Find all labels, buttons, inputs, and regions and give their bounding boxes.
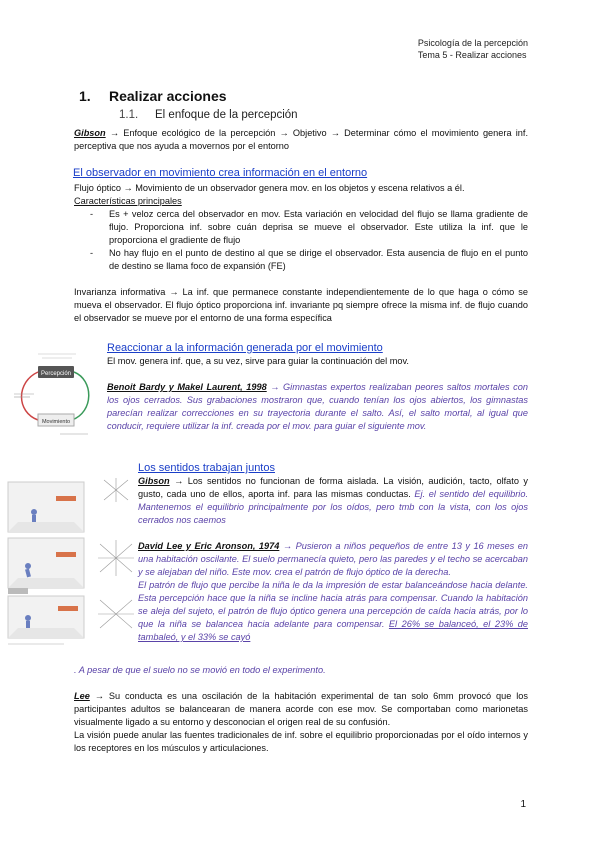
bardy-laurent-text: → Gimnastas expertos realizaban peores saltos mortales con los ojos cerrados. Sus grabaciones mostraron que, cuando tenían los ojos abiertos, los gimnastas parecían realizar correcciones en su trayectoria durante el salto. Así, el salto mortal, al igual que conducir, requiere utilizar la inf. creada por el mov. para guiar el siguiente mov. (107, 382, 528, 431)
header-topic: Tema 5 - Realizar acciones (417, 50, 527, 60)
running-header (418, 37, 528, 61)
senses-section (138, 462, 528, 644)
cycle-label-bottom: Movimiento (41, 419, 71, 425)
lee-paragraph (74, 690, 528, 729)
flow-pattern-text: El patrón de flujo que percibe la niña le da la impresión de estar balanceándose hacia delante. Esta percepción hace que la niña se incline hacia atrás para compensar. Cuando la habitación se aleja del sujeto, el patrón de flujo óptico genera una percepción de caída hacia atrás, por lo que la niña se balancea hacia adelante para compensar. (138, 580, 528, 629)
senses-gibson-text: → Los sentidos no funcionan de forma aislada. La visión, audición, tacto, olfato y gusto, cada uno de ellos, aporta inf. para las mismas conductas. (138, 476, 528, 499)
lee-section (74, 690, 528, 755)
subsection-number: 1.1. (119, 109, 139, 121)
cycle-diagram-icon (8, 350, 100, 440)
observer-heading: El observador en movimiento crea información en el entorno (73, 167, 368, 179)
page-number: 1 (520, 799, 526, 810)
senses-gibson-name: Gibson (138, 476, 170, 486)
cycle-label-top: Percepción (40, 371, 72, 377)
list-item: - No hay flujo en el punto de destino al que se dirige el observador. Esta ausencia de flujo en el punto de destino se llama foco de expansión (FE) (74, 247, 528, 273)
invariance-paragraph: Invarianza informativa → La inf. que permanece constante independientemente de lo que haga o cómo se mueva el observador. El flujo óptico proporciona inf. invariante pq siempre ofrece la misma inf. de flujo cuando el observador se mueve por el entorno de una forma específica (74, 287, 528, 323)
senses-example-text: Ej. el sentido del equilibrio. Mantenemos el equilibrio principalmente por los oídos, pero tmb con la vista, con los ojos cerrados nos caemos (138, 489, 528, 525)
flow-pattern-paragraph (138, 579, 528, 644)
perception-action-cycle-figure (8, 350, 100, 440)
gibson-name: Gibson (74, 128, 106, 138)
lee-aronson-authors: David Lee y Eric Aronson, 1974 (138, 541, 280, 551)
lee-aronson-study (138, 540, 528, 579)
lee-aronson-text: → Pusieron a niños pequeños de entre 13 y 16 meses en una habitación oscilante. El suelo permanecía quieto, pero las paredes y el techo se acercaban y se alejaban del niño. Este mov. crea el patrón de flujo óptico de la derecha. (138, 541, 528, 577)
gibson-intro-paragraph (74, 127, 528, 153)
swinging-room-figure (4, 478, 134, 648)
react-section (107, 342, 528, 433)
swinging-room-illustration-icon (4, 478, 134, 648)
bardy-laurent-authors: Benoit Bardy y Makel Laurent, 1998 (107, 382, 267, 392)
list-item: - Es + veloz cerca del observador en mov. Esta variación en velocidad del flujo se llama gradiente de flujo. Proporciona inf. sobre cuán deprisa se mueve el observador. Este utiliza la inf. que le proporciona el gradiente de flujo (74, 208, 528, 247)
section-title: Realizar acciones (109, 88, 227, 104)
senses-heading: Los sentidos trabajan juntos (138, 462, 275, 474)
section-number: 1. (79, 88, 91, 104)
lee-text: → Su conducta es una oscilación de la habitación experimental de tan solo 6mm provocó que los participantes adultos se balancearan de manera acorde con ese mov. Se comportaban como marionetas visualmente ligado a su entorno y desconocian el origen real de su confusión. (74, 691, 528, 727)
optical-flow-definition: Flujo óptico → Movimiento de un observador genera mov. en los objetos y escena relativos a él. (74, 183, 465, 193)
characteristics-list (74, 208, 528, 273)
subsection-title: El enfoque de la percepción (155, 109, 298, 121)
react-heading: Reaccionar a la información generada por el movimiento (107, 342, 383, 354)
bardy-laurent-study (107, 381, 528, 433)
lee-name: Lee (74, 691, 90, 701)
lee-aronson-results: El 26% se balanceó, el 23% de tambaleó, y el 33% se cayó (138, 619, 528, 642)
lee-aronson-tail: . A pesar de que el suelo no se movió en todo el experimento. (74, 665, 326, 675)
vision-balance-paragraph: La visión puede anular las fuentes tradicionales de inf. sobre el equilibrio proporcionadas por el oído internos y los receptores en los músculos y articulaciones. (74, 730, 528, 753)
header-course: Psicología de la percepción (417, 38, 528, 48)
gibson-intro-text: → Enfoque ecológico de la percepción → Objetivo → Determinar cómo el movimiento genera inf. perceptiva que nos ayuda a movernos por el entorno (74, 128, 528, 151)
react-text: El mov. genera inf. que, a su vez, sirve para guiar la continuación del mov. (107, 356, 409, 366)
subsection-heading (119, 109, 298, 122)
characteristics-label: Características principales (74, 196, 182, 206)
observer-section (74, 167, 528, 325)
senses-gibson-paragraph (138, 475, 528, 527)
section-heading (79, 90, 227, 103)
